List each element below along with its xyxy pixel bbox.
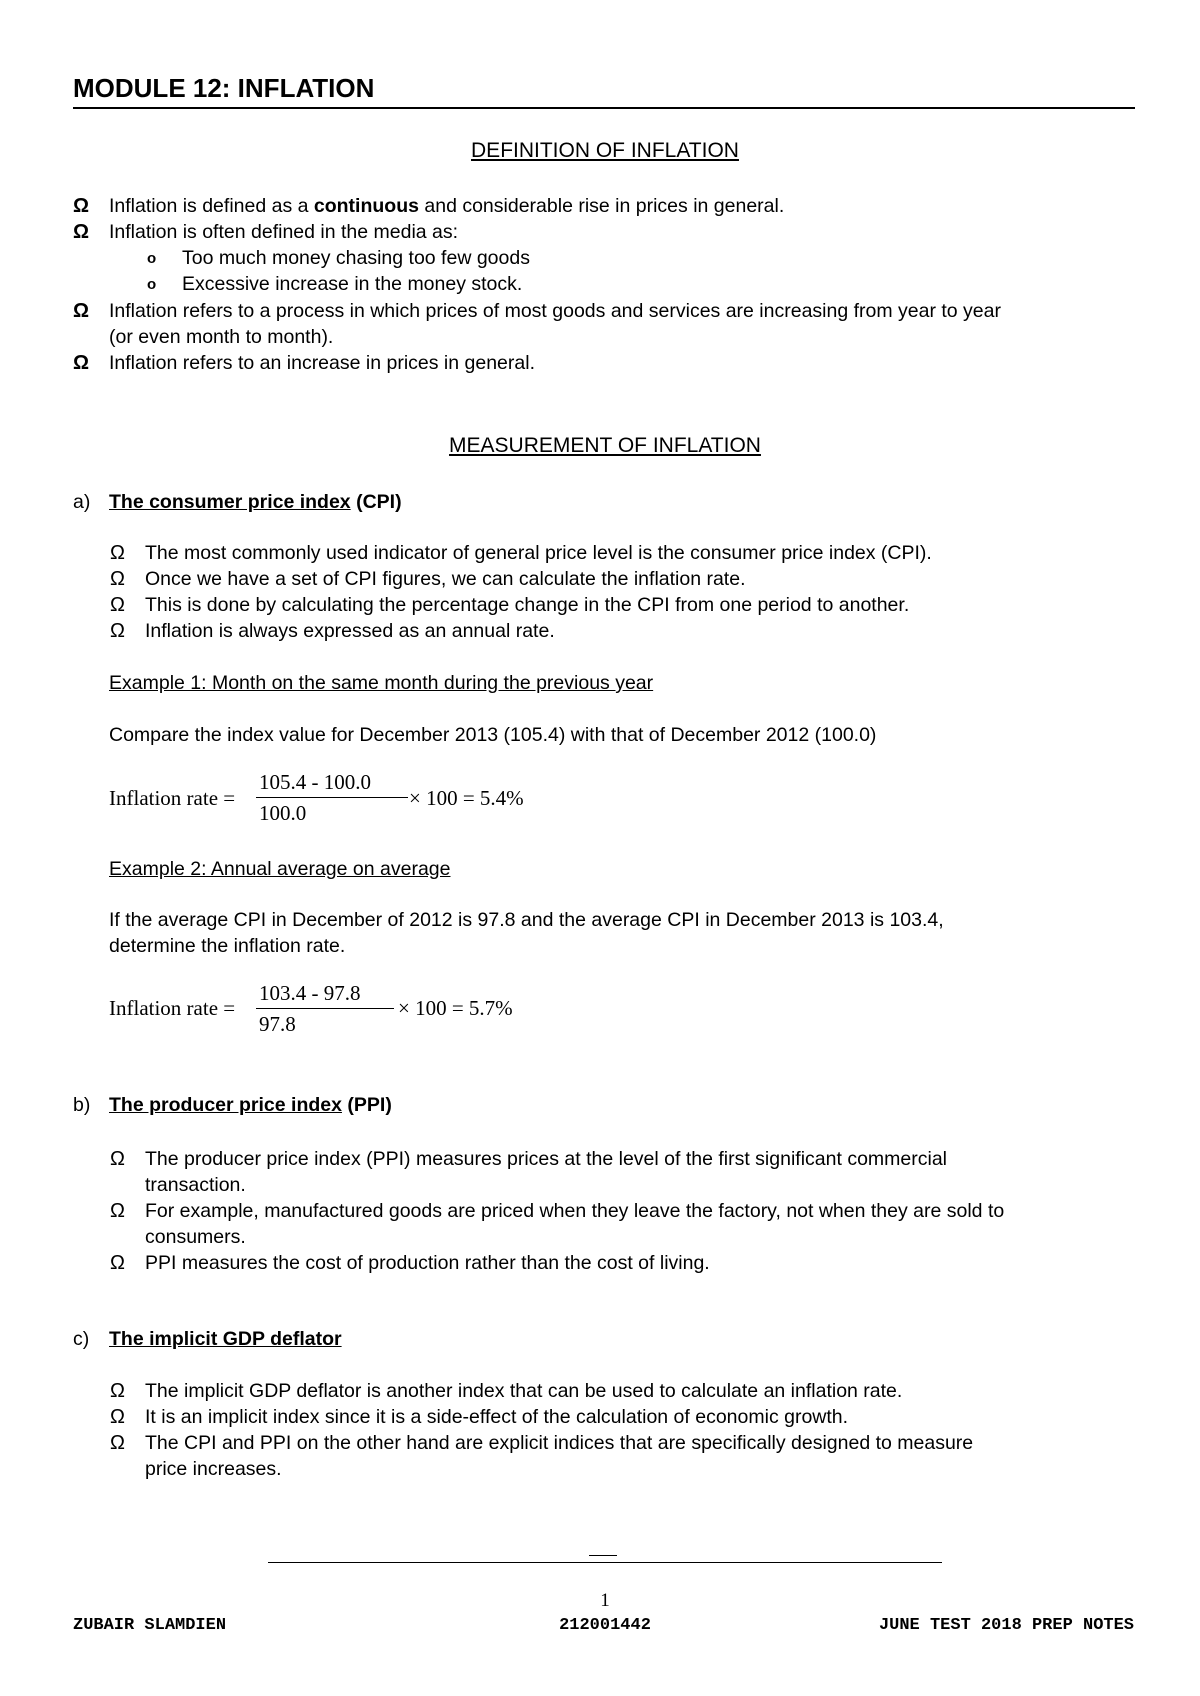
section-letter-a: a) (73, 491, 91, 513)
footer-author: ZUBAIR SLAMDIEN (73, 1616, 227, 1635)
omega-bullet-icon: Ω (73, 195, 90, 217)
formula-2-fraction-line (256, 1008, 394, 1009)
formula-2-result: × 100 = 5.7% (398, 996, 513, 1020)
gdp-section-title: The implicit GDP deflator (109, 1328, 342, 1350)
cpi-section-title: The consumer price index (CPI) (109, 491, 402, 513)
ppi-section-title: The producer price index (PPI) (109, 1094, 392, 1116)
definition-heading: DEFINITION OF INFLATION (471, 139, 739, 162)
footer-note: JUNE TEST 2018 PREP NOTES (878, 1616, 1134, 1635)
ppi-item-3: PPI measures the cost of production rather than the cost of living. (145, 1252, 710, 1274)
formula-1-result: × 100 = 5.4% (409, 786, 524, 810)
page-number: 1 (600, 1590, 610, 1611)
ppi-item-2: For example, manufactured goods are priced when they leave the factory, not when they are sold to consumers. (145, 1200, 1005, 1248)
omega-bullet-icon: Ω (110, 1252, 125, 1274)
formula-1-fraction-line (256, 797, 408, 798)
omega-bullet-icon: Ω (110, 594, 125, 616)
formula-1-denominator: 100.0 (259, 801, 307, 825)
ppi-item-1: The producer price index (PPI) measures prices at the level of the first significant commercial transaction. (145, 1148, 947, 1196)
omega-bullet-icon: Ω (73, 300, 90, 322)
cpi-item-3: This is done by calculating the percentage change in the CPI from one period to another. (145, 594, 910, 616)
formula-2-label: Inflation rate = (109, 996, 236, 1020)
definition-sub-1: Too much money chasing too few goods (182, 247, 530, 269)
gdp-item-1: The implicit GDP deflator is another index that can be used to calculate an inflation rate. (145, 1380, 903, 1402)
example-1-title: Example 1: Month on the same month during the previous year (109, 672, 654, 694)
footer-student-number: 212001442 (559, 1616, 651, 1635)
gdp-item-3: The CPI and PPI on the other hand are explicit indices that are specifically designed to measure price increases. (145, 1432, 974, 1480)
omega-bullet-icon: Ω (110, 542, 125, 564)
sub-bullet-icon: o (147, 250, 157, 267)
definition-item-4: Inflation refers to an increase in prices in general. (109, 352, 535, 374)
section-letter-c: c) (73, 1328, 90, 1350)
measurement-heading: MEASUREMENT OF INFLATION (449, 434, 761, 457)
omega-bullet-icon: Ω (110, 1380, 125, 1402)
section-letter-b: b) (73, 1094, 91, 1116)
definition-item-2: Inflation is often defined in the media as: (109, 221, 459, 243)
omega-bullet-icon: Ω (110, 1200, 125, 1222)
formula-1-label: Inflation rate = (109, 786, 236, 810)
footer-rule (268, 1562, 942, 1563)
omega-bullet-icon: Ω (110, 620, 125, 642)
omega-bullet-icon: Ω (73, 221, 90, 243)
title-rule (73, 107, 1135, 109)
cpi-item-2: Once we have a set of CPI figures, we can calculate the inflation rate. (145, 568, 746, 590)
page-title: MODULE 12: INFLATION (73, 73, 375, 103)
omega-bullet-icon: Ω (110, 1432, 125, 1454)
cpi-item-4: Inflation is always expressed as an annual rate. (145, 620, 555, 642)
formula-2-numerator: 103.4 - 97.8 (259, 981, 361, 1005)
sub-bullet-icon: o (147, 276, 157, 293)
cpi-item-1: The most commonly used indicator of general price level is the consumer price index (CPI). (145, 542, 932, 564)
omega-bullet-icon: Ω (110, 1406, 125, 1428)
omega-bullet-icon: Ω (110, 1148, 125, 1170)
definition-item-3: Inflation refers to a process in which prices of most goods and services are increasing from year to year (or even month to month). (109, 300, 1001, 348)
formula-2-denominator: 97.8 (259, 1012, 296, 1036)
example-2-text: If the average CPI in December of 2012 is 97.8 and the average CPI in December 2013 is 103.4, determine the inflation rate. (109, 909, 944, 957)
omega-bullet-icon: Ω (73, 352, 90, 374)
definition-sub-2: Excessive increase in the money stock. (182, 273, 523, 295)
example-2-title: Example 2: Annual average on average (109, 858, 451, 880)
example-1-text: Compare the index value for December 2013 (105.4) with that of December 2012 (100.0) (109, 724, 877, 746)
gdp-item-2: It is an implicit index since it is a side-effect of the calculation of economic growth. (145, 1406, 849, 1428)
footer-short-rule (589, 1555, 617, 1556)
formula-1-numerator: 105.4 - 100.0 (259, 770, 371, 794)
omega-bullet-icon: Ω (110, 568, 125, 590)
definition-item-1: Inflation is defined as a continuous and considerable rise in prices in general. (109, 195, 785, 217)
